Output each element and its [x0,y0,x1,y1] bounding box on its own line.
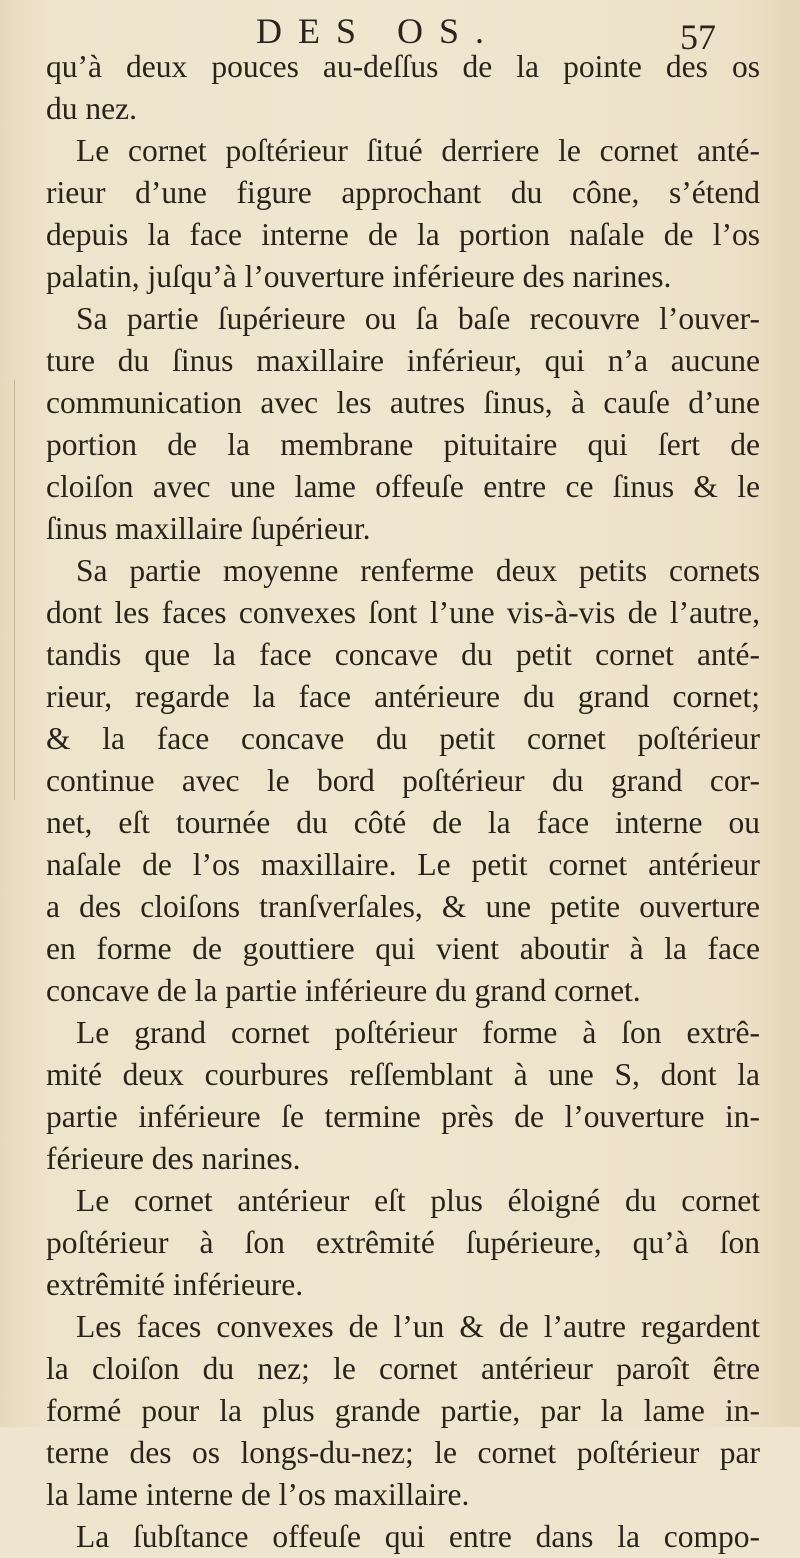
text-line: communication avec les autres ſinus, à cauſe d’une [46,385,760,420]
text-line: portion de la membrane pituitaire qui ſert de [46,427,760,462]
text-line: Sa partie moyenne renferme deux petits cornets [76,553,760,588]
text-line: poſtérieur à ſon extrêmité ſupérieure, qu’à ſon [46,1225,760,1260]
text-line: Les faces convexes de l’un & de l’autre regardent [76,1309,760,1344]
text-line: naſale de l’os maxillaire. Le petit cornet antérieur [46,847,760,882]
text-line: & la face concave du petit cornet poſtérieur [46,721,760,756]
page-number: 57 [680,17,716,57]
text-line: extrêmité inférieure. [46,1267,304,1302]
body-text [46,46,760,1558]
text-line: dont les faces convexes ſont l’une vis-à-vis de l’autre, [46,595,760,630]
text-line: formé pour la plus grande partie, par la lame in- [46,1393,760,1428]
text-line: mité deux courbures reſſemblant à une S, dont la [46,1057,760,1092]
text-line: partie inférieure ſe termine près de l’ouverture in- [46,1099,760,1134]
text-line: concave de la partie inférieure du grand cornet. [46,973,641,1008]
text-line: la lame interne de l’os maxillaire. [46,1477,470,1512]
text-line: ſinus maxillaire ſupérieur. [46,511,371,546]
text-line: Sa partie ſupérieure ou ſa baſe recouvre l’ouver- [76,301,760,336]
text-line: continue avec le bord poſtérieur du grand cor- [46,763,760,798]
text-line: cloiſon avec une lame offeuſe entre ce ſinus & le [46,469,760,504]
text-line: rieur, regarde la face antérieure du grand cornet; [46,679,760,714]
text-line: palatin, juſqu’à l’ouverture inférieure des narines. [46,259,672,294]
running-title: DES OS. [256,11,501,51]
text-line: ture du ſinus maxillaire inférieur, qui n’a aucune [46,343,760,378]
text-line: terne des os longs-du-nez; le cornet poſtérieur par [46,1435,760,1470]
text-line: rieur d’une figure approchant du cône, s’étend [46,175,760,210]
text-line: Le grand cornet poſtérieur forme à ſon extrê- [76,1015,760,1050]
margin-shadow-line [14,380,15,800]
text-line: Le cornet antérieur eſt plus éloigné du cornet [76,1183,760,1218]
text-line: la cloiſon du nez; le cornet antérieur paroît être [46,1351,760,1386]
text-line: en forme de gouttiere qui vient aboutir à la face [46,931,760,966]
text-line: Le cornet poſtérieur ſitué derriere le cornet anté- [76,133,760,168]
text-line: tandis que la face concave du petit cornet anté- [46,637,760,672]
text-line: net, eſt tournée du côté de la face interne ou [46,805,760,840]
text-line: La ſubſtance offeuſe qui entre dans la compo- [76,1519,760,1554]
text-line: du nez. [46,91,137,126]
text-line: férieure des narines. [46,1141,301,1176]
text-line: qu’à deux pouces au-deſſus de la pointe des os [46,49,760,84]
text-line: depuis la face interne de la portion naſale de l’os [46,217,760,252]
text-line: a des cloiſons tranſverſales, & une petite ouverture [46,889,760,924]
